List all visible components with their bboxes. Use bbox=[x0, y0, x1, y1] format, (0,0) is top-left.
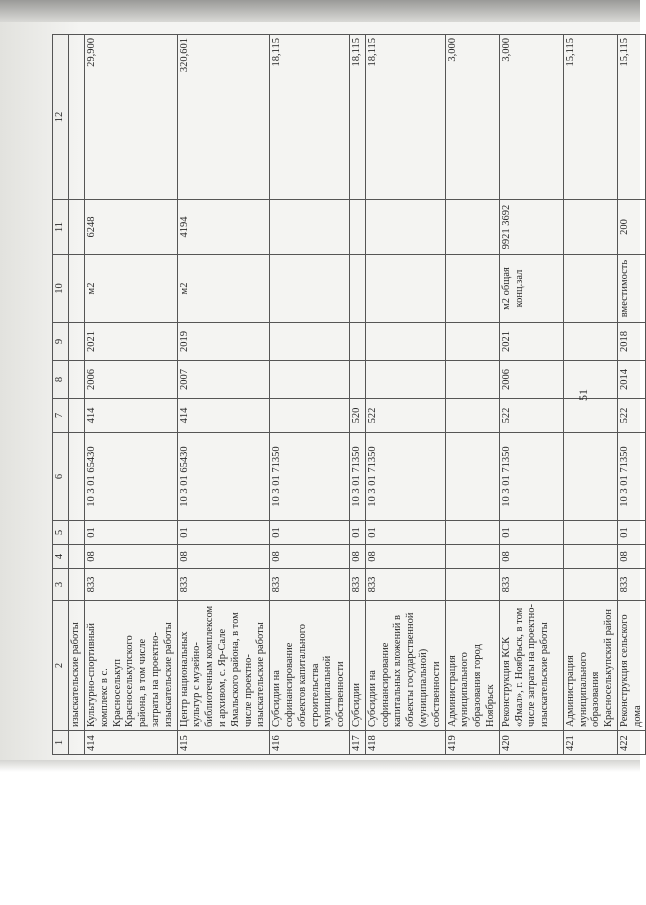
table-cell-col-12 bbox=[69, 35, 85, 200]
table-cell-col-7 bbox=[270, 399, 350, 433]
table-cell-col-3 bbox=[445, 569, 499, 601]
table-cell-col-8 bbox=[270, 361, 350, 399]
table-row bbox=[69, 35, 85, 755]
table-cell-col-9: 2019 bbox=[177, 323, 270, 361]
header-cell-12: 12 bbox=[53, 35, 69, 200]
table-cell-col-6: 10 3 01 65430 bbox=[85, 433, 178, 521]
table-cell-col-4: 08 bbox=[85, 545, 178, 569]
table-cell-col-5: 01 bbox=[349, 521, 365, 545]
table-cell-col-7: 414 bbox=[177, 399, 270, 433]
table-cell-col-11: 6248 bbox=[85, 200, 178, 255]
table-cell-col-5: 01 bbox=[499, 521, 563, 545]
table-cell-col-3: 833 bbox=[349, 569, 365, 601]
table-cell-col-3: 833 bbox=[365, 569, 445, 601]
table-row bbox=[85, 35, 178, 755]
table-cell-col-12: 320,601 bbox=[177, 35, 270, 200]
table-cell-col-9: 2021 bbox=[85, 323, 178, 361]
table-cell-col-6: 10 3 01 71350 bbox=[365, 433, 445, 521]
table-cell-col-9 bbox=[445, 323, 499, 361]
table-cell-col-9 bbox=[69, 323, 85, 361]
table-cell-col-2: Администрация муниципального образования город Ноябрьск bbox=[445, 601, 499, 731]
table-cell-col-10 bbox=[349, 255, 365, 323]
table-cell-col-10: вместимость bbox=[617, 255, 646, 323]
header-cell-11: 11 bbox=[53, 200, 69, 255]
table-cell-col-6 bbox=[69, 433, 85, 521]
table-cell-col-10 bbox=[69, 255, 85, 323]
table-cell-col-6: 10 3 01 71350 bbox=[499, 433, 563, 521]
table-cell-col-12: 3,000 bbox=[445, 35, 499, 200]
scan-shadow-bottom bbox=[0, 760, 640, 772]
header-cell-3: 3 bbox=[53, 569, 69, 601]
table-cell-col-5 bbox=[445, 521, 499, 545]
table-cell-col-8: 2006 bbox=[499, 361, 563, 399]
table-cell-col-8 bbox=[365, 361, 445, 399]
budget-table bbox=[52, 34, 646, 755]
table-cell-col-2: Реконструкция КСК «Ямал», г. Ноябрьск, в том числе затраты на проектно-изыскательские работы bbox=[499, 601, 563, 731]
table-cell-col-4 bbox=[69, 545, 85, 569]
header-cell-2: 2 bbox=[53, 601, 69, 731]
table-cell-col-3: 833 bbox=[499, 569, 563, 601]
table-row bbox=[349, 35, 365, 755]
table-cell-col-10: м2 общая конц.зал bbox=[499, 255, 563, 323]
table-cell-col-10: м2 bbox=[177, 255, 270, 323]
table-cell-col-11: 9921 3692 bbox=[499, 200, 563, 255]
table-cell-col-4: 08 bbox=[177, 545, 270, 569]
table-cell-col-11 bbox=[69, 200, 85, 255]
table-row bbox=[177, 35, 270, 755]
table-cell-col-5: 01 bbox=[177, 521, 270, 545]
header-cell-5: 5 bbox=[53, 521, 69, 545]
table-cell-col-11 bbox=[270, 200, 350, 255]
table-row bbox=[445, 35, 499, 755]
table-cell-col-5: 01 bbox=[617, 521, 646, 545]
header-cell-7: 7 bbox=[53, 399, 69, 433]
table-cell-col-11: 200 bbox=[617, 200, 646, 255]
table-row bbox=[270, 35, 350, 755]
table-cell-col-7 bbox=[445, 399, 499, 433]
scan-shadow-top bbox=[0, 0, 640, 22]
table-cell-col-12: 18,115 bbox=[365, 35, 445, 200]
rotated-document bbox=[52, 35, 643, 755]
table-cell-col-4: 08 bbox=[499, 545, 563, 569]
table-cell-col-5 bbox=[69, 521, 85, 545]
table-cell-col-12: 15,115 bbox=[563, 35, 617, 200]
table-cell-col-1: 420 bbox=[499, 731, 563, 755]
table-row bbox=[617, 35, 646, 755]
table-cell-col-4: 08 bbox=[270, 545, 350, 569]
table-cell-col-12: 3,000 bbox=[499, 35, 563, 200]
table-cell-col-1: 417 bbox=[349, 731, 365, 755]
table-cell-col-7: 414 bbox=[85, 399, 178, 433]
table-cell-col-1: 418 bbox=[365, 731, 445, 755]
table-cell-col-7: 522 bbox=[617, 399, 646, 433]
table-cell-col-7: 522 bbox=[499, 399, 563, 433]
table-cell-col-12: 29,900 bbox=[85, 35, 178, 200]
header-cell-9: 9 bbox=[53, 323, 69, 361]
table-cell-col-11 bbox=[445, 200, 499, 255]
table-cell-col-5: 01 bbox=[365, 521, 445, 545]
table-cell-col-6: 10 3 01 65430 bbox=[177, 433, 270, 521]
table-row bbox=[499, 35, 563, 755]
table-cell-col-4: 08 bbox=[349, 545, 365, 569]
header-row bbox=[53, 35, 69, 755]
header-cell-6: 6 bbox=[53, 433, 69, 521]
table-cell-col-1: 414 bbox=[85, 731, 178, 755]
table-cell-col-2: Администрация муниципального образования Красноселькупский район bbox=[563, 601, 617, 731]
table-cell-col-10: м2 bbox=[85, 255, 178, 323]
table-cell-col-2: изыскательские работы bbox=[69, 601, 85, 731]
table-cell-col-7 bbox=[69, 399, 85, 433]
table-cell-col-4: 08 bbox=[617, 545, 646, 569]
table-cell-col-10 bbox=[365, 255, 445, 323]
page-number: 51 bbox=[576, 389, 590, 401]
table-cell-col-8: 2006 bbox=[85, 361, 178, 399]
table-cell-col-9 bbox=[270, 323, 350, 361]
table-cell-col-1: 421 bbox=[563, 731, 617, 755]
table-cell-col-6: 10 3 01 71350 bbox=[349, 433, 365, 521]
table-body bbox=[53, 35, 646, 755]
table-cell-col-3: 833 bbox=[617, 569, 646, 601]
table-cell-col-9 bbox=[365, 323, 445, 361]
table-cell-col-8 bbox=[349, 361, 365, 399]
table-cell-col-12: 18,115 bbox=[349, 35, 365, 200]
table-cell-col-4: 08 bbox=[365, 545, 445, 569]
table-cell-col-1: 415 bbox=[177, 731, 270, 755]
table-cell-col-6: 10 3 01 71350 bbox=[617, 433, 646, 521]
table-cell-col-2: Культурно-спортивный комплекс в с. Красноселькуп Красноселькупского района, в том числе затраты на проектно-изыскательские работы bbox=[85, 601, 178, 731]
table-cell-col-9: 2018 bbox=[617, 323, 646, 361]
table-cell-col-2: Центр национальных культур с музейно-библиотечным комплексом и архивом, с. Яр-Сале Ямальского района, в том числе проектно-изыскательские работы bbox=[177, 601, 270, 731]
table-cell-col-3: 833 bbox=[85, 569, 178, 601]
header-cell-10: 10 bbox=[53, 255, 69, 323]
header-cell-1: 1 bbox=[53, 731, 69, 755]
table-cell-col-2: Субсидии на софинансирование капитальных вложений в объекты государственной (муниципальной) собственности bbox=[365, 601, 445, 731]
header-cell-4: 4 bbox=[53, 545, 69, 569]
table-cell-col-2: Субсидии bbox=[349, 601, 365, 731]
table-cell-col-6 bbox=[445, 433, 499, 521]
table-cell-col-5: 01 bbox=[270, 521, 350, 545]
table-cell-col-3: 833 bbox=[177, 569, 270, 601]
table-cell-col-10 bbox=[445, 255, 499, 323]
table-cell-col-1: 419 bbox=[445, 731, 499, 755]
table-cell-col-11 bbox=[365, 200, 445, 255]
table-cell-col-3 bbox=[69, 569, 85, 601]
table-cell-col-4 bbox=[445, 545, 499, 569]
table-cell-col-12: 18,115 bbox=[270, 35, 350, 200]
table-cell-col-2: Реконструкция сельского дома bbox=[617, 601, 646, 731]
table-cell-col-1: 416 bbox=[270, 731, 350, 755]
table-cell-col-7: 520 bbox=[349, 399, 365, 433]
table-cell-col-8 bbox=[445, 361, 499, 399]
table-row bbox=[365, 35, 445, 755]
table-cell-col-1: 422 bbox=[617, 731, 646, 755]
table-cell-col-8: 2007 bbox=[177, 361, 270, 399]
table-cell-col-2: Субсидии на софинансирование объектов капитального строительства муниципальной собственности bbox=[270, 601, 350, 731]
table-cell-col-1 bbox=[69, 731, 85, 755]
table-cell-col-8: 2014 bbox=[617, 361, 646, 399]
table-cell-col-9: 2021 bbox=[499, 323, 563, 361]
header-cell-8: 8 bbox=[53, 361, 69, 399]
table-cell-col-3: 833 bbox=[270, 569, 350, 601]
table-cell-col-6: 10 3 01 71350 bbox=[270, 433, 350, 521]
table-cell-col-11 bbox=[349, 200, 365, 255]
table-cell-col-10 bbox=[270, 255, 350, 323]
table-cell-col-12: 15,115 bbox=[617, 35, 646, 200]
table-cell-col-9 bbox=[349, 323, 365, 361]
table-cell-col-8 bbox=[69, 361, 85, 399]
table-cell-col-7: 522 bbox=[365, 399, 445, 433]
table-cell-col-5: 01 bbox=[85, 521, 178, 545]
table-cell-col-11: 4194 bbox=[177, 200, 270, 255]
